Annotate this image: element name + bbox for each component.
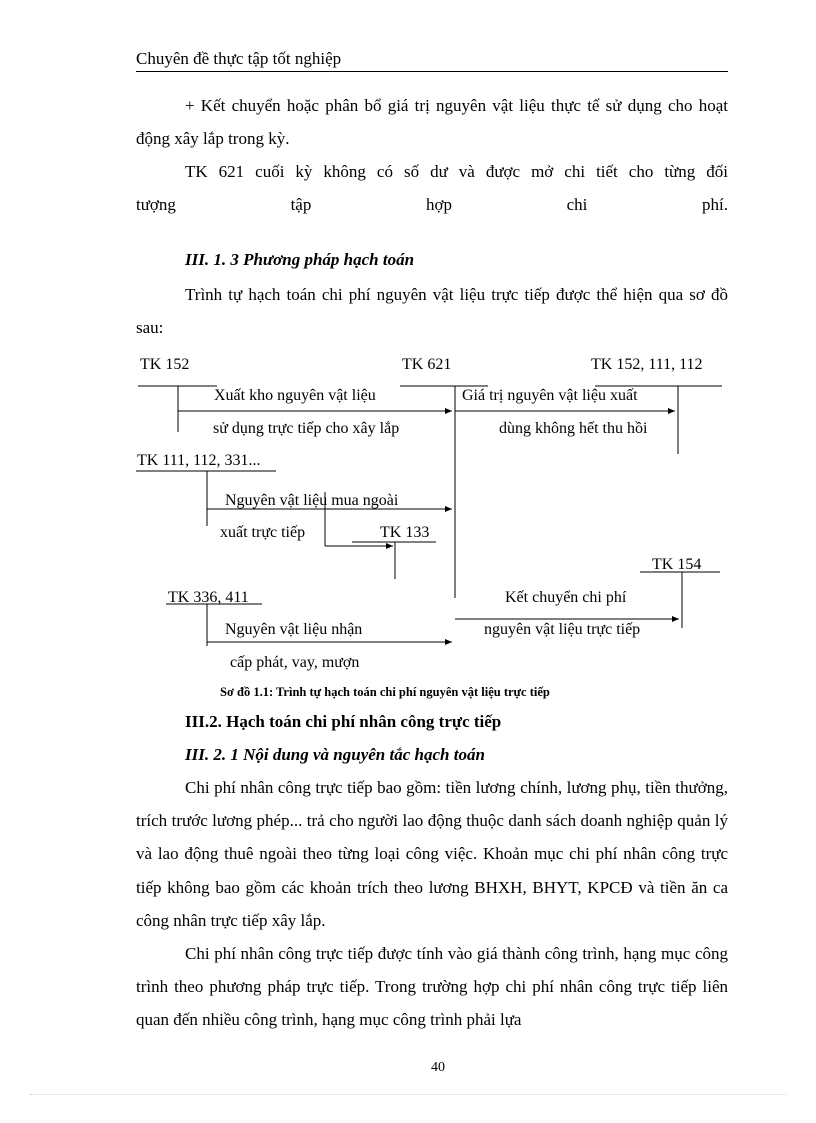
section2-paragraph-2: Chi phí nhân công trực tiếp được tính vào giá thành công trình, hạng mục công trình theo phương pháp trực tiếp. Trong trường hợp chi phí nhân công trực tiếp liên quan đến nhiều công trình, hạng mục công trình phải lựa bbox=[136, 944, 728, 1030]
page-number: 40 bbox=[431, 1060, 445, 1075]
account-tk152-111-112: TK 152, 111, 112 bbox=[591, 356, 703, 373]
account-tk336-411: TK 336, 411 bbox=[168, 589, 249, 606]
label-nhan-cap-line1: Nguyên vật liệu nhận bbox=[225, 621, 363, 638]
label-gia-tri-line2: dùng không hết thu hồi bbox=[499, 420, 648, 437]
section2-paragraph-1: Chi phí nhân công trực tiếp bao gồm: tiền lương chính, lương phụ, tiền thưởng, trích trước lương phép... trả cho người lao động thuộc danh sách doanh nghiệp quản lý và lao động thuê ngoài theo từng loại công việc. Khoản mục chi phí nhân công trực tiếp không bao gồm các khoản trích theo lương BHXH, BHYT, KPCĐ và tiền ăn ca công nhân trực tiếp xây lắp. bbox=[136, 778, 728, 930]
account-tk133: TK 133 bbox=[380, 524, 430, 541]
label-mua-ngoai-line2: xuất trực tiếp bbox=[220, 524, 306, 541]
label-nhan-cap-line2: cấp phát, vay, mượn bbox=[230, 654, 360, 671]
intro-paragraph-2-line-2: tượng tập hợp chi phí. bbox=[136, 195, 728, 215]
page-header-title: Chuyên đề thực tập tốt nghiệp bbox=[136, 49, 342, 68]
subsection-heading-noi-dung: III. 2. 1 Nội dung và nguyên tắc hạch toán bbox=[185, 745, 485, 764]
account-tk152: TK 152 bbox=[140, 356, 190, 373]
section1-paragraph: Trình tự hạch toán chi phí nguyên vật liệu trực tiếp được thể hiện qua sơ đồ sau: bbox=[136, 285, 728, 338]
label-mua-ngoai-line1: Nguyên vật liệu mua ngoài bbox=[225, 492, 399, 509]
section-heading-nhan-cong: III.2. Hạch toán chi phí nhân công trực tiếp bbox=[185, 712, 502, 731]
section-heading-phuong-phap: III. 1. 3 Phương pháp hạch toán bbox=[185, 250, 415, 269]
intro-paragraph-1-text: + Kết chuyển hoặc phân bổ giá trị nguyên vật liệu thực tế sử dụng cho hoạt động xây lắp trong kỳ. bbox=[136, 96, 728, 149]
label-gia-tri-line1: Giá trị nguyên vật liệu xuất bbox=[462, 387, 638, 404]
label-ket-chuyen-line1: Kết chuyển chi phí bbox=[505, 589, 627, 606]
account-tk621: TK 621 bbox=[402, 356, 452, 373]
label-ket-chuyen-line2: nguyên vật liệu trực tiếp bbox=[484, 621, 641, 638]
account-tk154: TK 154 bbox=[652, 556, 702, 573]
label-xuat-kho-line1: Xuất kho nguyên vật liệu bbox=[214, 387, 376, 404]
intro-paragraph-2-line-1: TK 621 cuối kỳ không có số dư và được mở chi tiết cho từng đối bbox=[185, 162, 728, 181]
diagram-caption: Sơ đồ 1.1: Trình tự hạch toán chi phí nguyên vật liệu trực tiếp bbox=[220, 685, 550, 699]
page-bottom-divider bbox=[30, 1094, 786, 1095]
label-xuat-kho-line2: sử dụng trực tiếp cho xây lắp bbox=[213, 420, 400, 437]
account-tk111-112-331: TK 111, 112, 331... bbox=[137, 452, 261, 469]
